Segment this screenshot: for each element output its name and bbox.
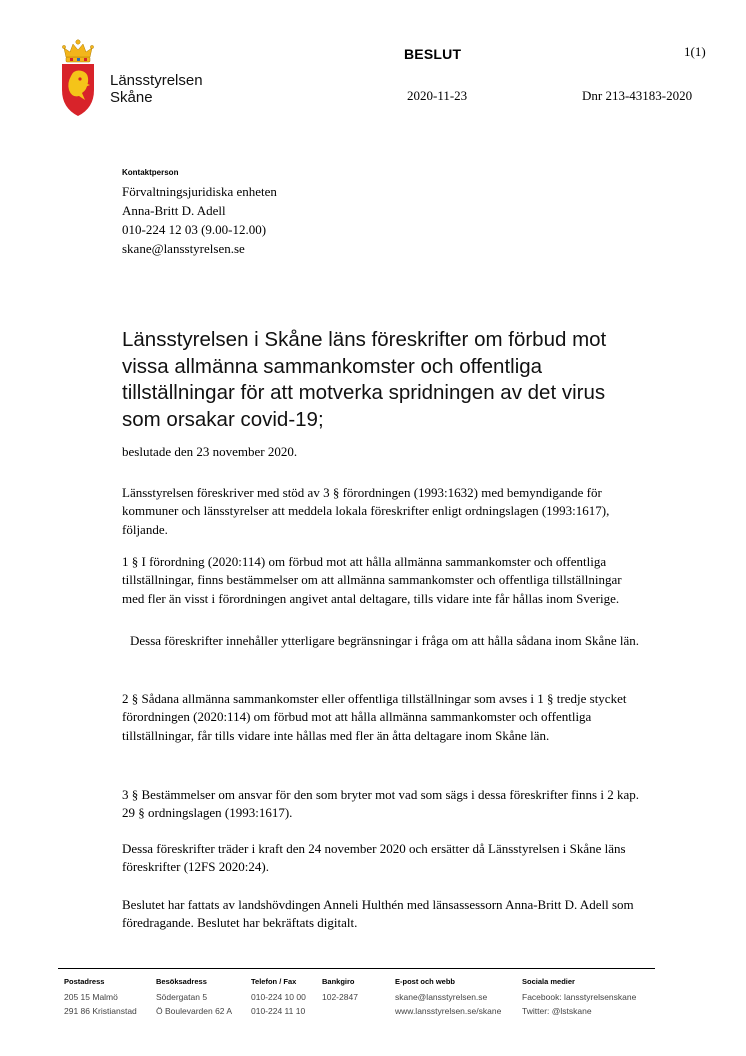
footer-facebook-link[interactable]: Facebook: lansstyrelsenskane xyxy=(522,991,637,1002)
paragraph-section-3: 3 § Bestämmelser om ansvar för den som bryter mot vad som sägs i dessa föreskrifter finns i 2 kap. 29 § ordningslagen (1993:1617). xyxy=(122,787,639,821)
document-type: BESLUT xyxy=(404,46,462,62)
paragraph-intro: Länsstyrelsen föreskriver med stöd av 3 § förordningen (1993:1632) med bemyndigande för kommuner och länsstyrelser att meddela lokala föreskrifter enligt ordningslagen (1993:1617), följande. xyxy=(122,485,610,537)
footer-visiting-address: Besöksadress Södergatan 5 Ö Boulevarden 62 A xyxy=(156,977,233,1016)
page-count: 1(1) xyxy=(684,44,706,59)
decision-date-line: beslutade den 23 november 2020. xyxy=(122,444,298,459)
document-title: Länsstyrelsen i Skåne läns föreskrifter om förbud mot vissa allmänna sammankomster och offentliga tillställningar för att motverka spridningen av det virus som orsakar covid-19; xyxy=(122,328,607,431)
contact-name: Anna-Britt D. Adell xyxy=(122,203,226,218)
footer-social-media: Sociala medier Facebook: lansstyrelsenskane Twitter: @lstskane xyxy=(522,975,636,1019)
paragraph-section-2: 2 § Sådana allmänna sammankomster eller offentliga tillställningar som avses i 1 § tredje stycket förordningen (2020:114) om förbud mot att hålla allmänna sammankomster och offentliga tillställningar, får tills vidare inte hållas med fler än åtta deltagare inom Skåne län. xyxy=(122,691,627,743)
document-date: 2020-11-23 xyxy=(407,88,468,103)
footer-postal-address: Postadress 205 15 Malmö 291 86 Kristianstad xyxy=(64,977,137,1016)
footer-twitter-link[interactable]: Twitter: @lstskane xyxy=(522,1006,592,1016)
footer-email-web: E-post och webb skane@lansstyrelsen.se www.lansstyrelsen.se/skane xyxy=(395,975,501,1019)
griffin-crest-icon xyxy=(58,38,98,118)
contact-heading: Kontaktperson xyxy=(122,168,179,177)
paragraph-decision-signature: Beslutet har fattats av landshövdingen Anneli Hulthén med länsassessorn Anna-Britt D. Adell som föredragande. Beslutet har bekräftats digitalt. xyxy=(122,897,634,931)
contact-phone: 010-224 12 03 (9.00-12.00) xyxy=(122,222,267,237)
organisation-name: Länsstyrelsen Skåne xyxy=(110,72,203,106)
paragraph-entry-into-force: Dessa föreskrifter träder i kraft den 24 november 2020 och ersätter då Länsstyrelsen i Skåne läns föreskrifter (12FS 2020:24). xyxy=(122,841,626,875)
footer-phone-fax: Telefon / Fax 010-224 10 00 010-224 11 10 xyxy=(251,977,306,1016)
diary-number: Dnr 213-43183-2020 xyxy=(582,88,693,103)
footer-divider xyxy=(58,968,655,969)
contact-block xyxy=(122,167,277,258)
footer-web-link[interactable]: www.lansstyrelsen.se/skane xyxy=(395,1006,502,1016)
paragraph-section-1: 1 § I förordning (2020:114) om förbud mot att hålla allmänna sammankomster och offentliga tillställningar, finns bestämmelser om att allmänna sammankomster och offentliga tillställningar med fler än visst i förordningen angivet antal deltagare, tills vidare inte får hållas inom Sverige. xyxy=(122,554,622,606)
contact-department: Förvaltningsjuridiska enheten xyxy=(122,184,277,199)
paragraph-section-1-continued: Dessa föreskrifter innehåller ytterligare begränsningar i fråga om att hålla sådana inom Skåne län. xyxy=(130,633,639,648)
footer-bankgiro: Bankgiro 102-2847 xyxy=(322,977,358,1002)
footer-email-link[interactable]: skane@lansstyrelsen.se xyxy=(395,991,488,1002)
contact-email: skane@lansstyrelsen.se xyxy=(122,241,245,256)
